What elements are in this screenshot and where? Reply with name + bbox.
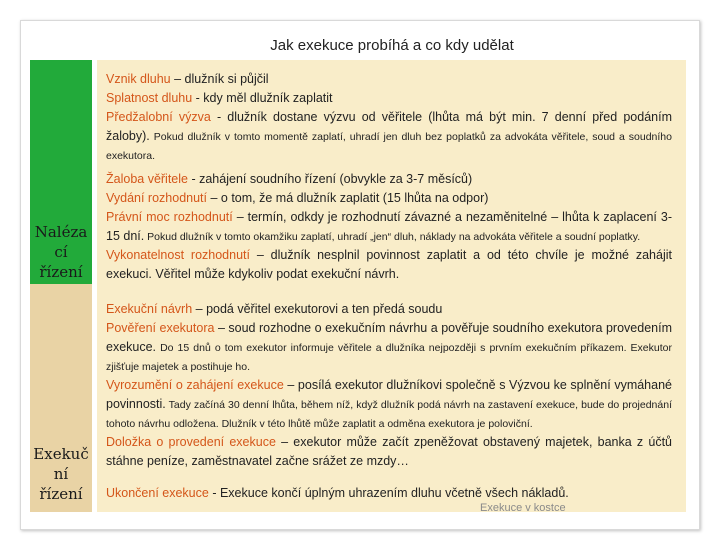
item-pravni-moc: Právní moc rozhodnutí – termín, odkdy je rozhodnutí závazné a nezaměnitelné – lhůta k zaplacení 3-15 dní. Pokud dlužník v tomto okamžiku zaplatí, uhradí „jen“ dluh, náklady na advokáta věřitele a soudní poplatky. <box>106 210 672 243</box>
item-splatnost-dluhu: Splatnost dluhu - kdy měl dlužník zaplatit <box>106 91 333 105</box>
section-nalezaci-rizeni <box>106 170 672 284</box>
item-zaloba-veritele: Žaloba věřitele - zahájení soudního řízení (obvykle za 3-7 měsíců) <box>106 172 473 186</box>
section-exekucni-rizeni <box>106 300 672 471</box>
label-nalezaci-rizeni: Naléza cí řízení <box>34 223 88 281</box>
item-vznik-dluhu: Vznik dluhu – dlužník si půjčil <box>106 72 269 86</box>
item-vydani-rozhodnuti: Vydání rozhodnutí – o tom, že má dlužník zaplatit (15 lhůta na odpor) <box>106 191 489 205</box>
item-ukonceni-exekuce: Ukončení exekuce - Exekuce končí úplným uhrazením dluhu včetně všech nákladů. <box>106 486 569 500</box>
item-predzalobni-vyzva: Předžalobní výzva - dlužník dostane výzvu od věřitele (lhůta má být min. 7 denní před podáním žaloby). Pokud dlužník v tomto momentě zaplatí, uhradí jen dluh bez poplatků za advokáta věřitele, soud a soudního exekutora. <box>106 110 673 162</box>
item-dolozka: Doložka o provedení exekuce – exekutor může začít zpeněžovat obstavený majetek, banka z účtů stáhne peníze, zaměstnavatel začne srážet ze mzdy… <box>106 435 672 468</box>
slide-title: Jak exekuce probíhá a co kdy udělat <box>270 37 514 54</box>
item-povereni-exekutora: Pověření exekutora – soud rozhodne o exekučním návrhu a pověřuje soudního exekutora provedením exekuce. Do 15 dnů o tom exekutor informuje věřitele a dlužníka nejpozději s prvním exekučním příkazem. Exekutor zjišťuje majetek a postihuje ho. <box>106 321 672 373</box>
label-exekucni-rizeni: Exekuč ní řízení <box>33 445 89 503</box>
footer-label: Exekuce v kostce <box>480 502 566 514</box>
section-pre-trial <box>106 70 672 165</box>
item-exekucni-navrh: Exekuční návrh – podá věřitel exekutorovi a ten předá soudu <box>106 302 443 316</box>
item-vyrozumeni: Vyrozumění o zahájení exekuce – posílá exekutor dlužníkovi společně s Výzvou ke splnění vymáhané povinnosti. Tady začíná 30 denní lhůta, během níž, když dlužník podá návrh na zastavení exekuce, bude do projednání tohoto návrhu odložena. Dlužník v této lhůtě může zaplatit a odměna exekutora je poloviční. <box>106 378 672 430</box>
item-vykonatelnost: Vykonatelnost rozhodnutí – dlužník nesplnil povinnost zaplatit a od této chvíle je možné zahájit exekuci. Věřitel může kdykoliv podat exekuční návrh. <box>106 248 672 281</box>
